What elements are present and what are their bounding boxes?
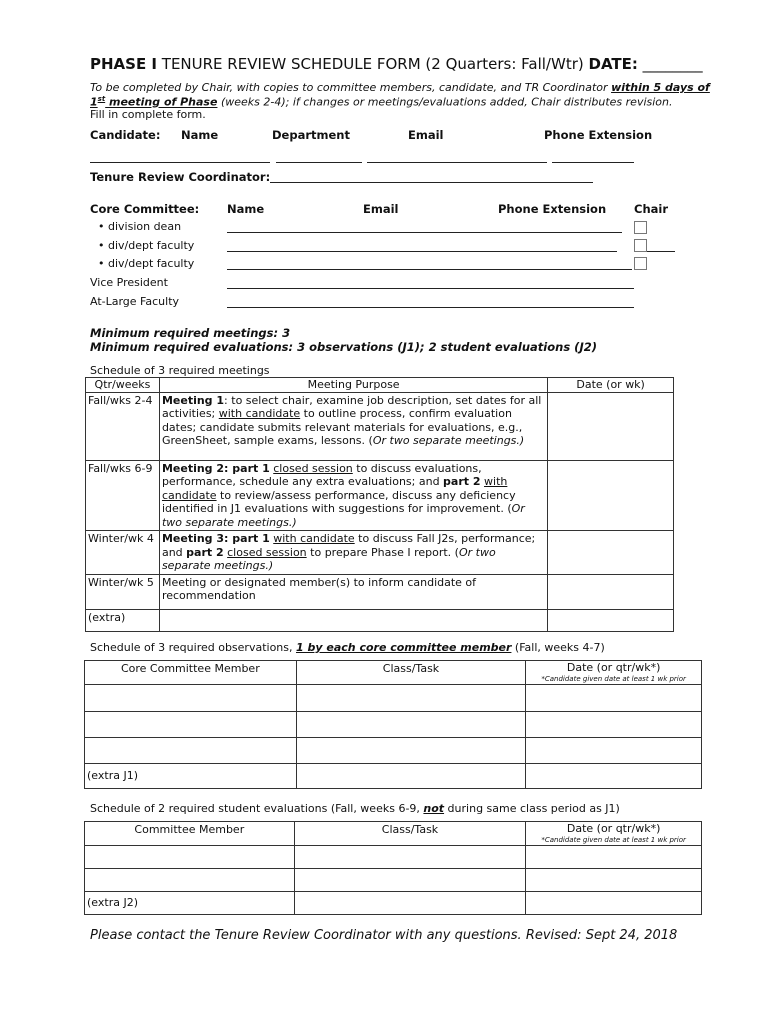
meeting-3-text: to discuss Fall J2s, performance; and <box>161 532 536 559</box>
student-evals-table <box>84 821 702 915</box>
meeting-extra-date[interactable] <box>548 609 674 631</box>
meeting-extra-purpose[interactable] <box>159 609 547 631</box>
student-eval-extra-label: (extra J2) <box>85 892 295 915</box>
candidate-department-field[interactable] <box>276 162 362 163</box>
observations-caption-text: Schedule of 3 required observations, <box>90 641 297 654</box>
student-evals-header-class: Class/Task <box>294 822 526 846</box>
meeting-3-part2-label: part 2 <box>186 545 224 559</box>
core-email-header: Email <box>363 202 399 216</box>
meeting-1-purpose <box>159 392 547 460</box>
meeting-1-with-candidate: with candidate <box>218 407 301 420</box>
observation-class[interactable] <box>296 685 526 712</box>
student-evals-header-date <box>526 822 702 846</box>
core-dean-field[interactable] <box>227 232 622 233</box>
meeting-2-purpose <box>159 460 547 531</box>
title-date-blank: ________ <box>642 55 703 73</box>
instructions-num: 1 <box>90 95 98 109</box>
observation-member[interactable] <box>85 712 297 738</box>
student-eval-member[interactable] <box>85 846 295 869</box>
meeting-3-date[interactable] <box>548 531 674 575</box>
meeting-3-closed-session: closed session <box>227 545 307 559</box>
candidate-phone-header: Phone Extension <box>544 128 653 142</box>
coordinator-field[interactable] <box>270 182 593 183</box>
title-date-label: DATE: <box>588 55 638 73</box>
meeting-1-label: Meeting 1 <box>161 393 225 407</box>
observation-date[interactable] <box>526 764 702 789</box>
meeting-1-date[interactable] <box>548 392 674 460</box>
candidate-department-header: Department <box>272 128 350 142</box>
candidate-label: Candidate: <box>90 128 161 142</box>
core-row-faculty-2: • div/dept faculty <box>98 257 195 270</box>
instructions-deadline: within 5 days of <box>611 81 710 94</box>
title-text: TENURE REVIEW SCHEDULE FORM (2 Quarters: Fall/Wtr) <box>157 55 589 73</box>
observation-date[interactable] <box>526 685 702 712</box>
meeting-2-with-candidate: with candidate <box>161 475 508 502</box>
meeting-2-part2-label: part 2 <box>443 475 481 488</box>
observation-date[interactable] <box>526 738 702 764</box>
student-evals-caption-emphasis: not <box>423 802 445 815</box>
meetings-header-date: Date (or wk) <box>548 378 674 393</box>
observations-header-class: Class/Task <box>296 661 526 685</box>
footer-note: Please contact the Tenure Review Coordinator with any questions. Revised: Sept 24, 2018 <box>90 928 678 943</box>
meeting-2-text2: to review/assess performance, discuss any deficiency identified in J1 evaluations with suggestions for improvement. ( <box>161 488 516 515</box>
core-faculty1-field[interactable] <box>227 251 617 252</box>
core-name-header: Name <box>227 202 265 216</box>
meetings-caption: Schedule of 3 required meetings <box>90 364 270 377</box>
student-eval-date[interactable] <box>526 846 702 869</box>
meeting-3-text2: to prepare Phase I report. ( <box>306 545 459 559</box>
observation-class[interactable] <box>296 712 526 738</box>
meeting-1-text2: to outline process, confirm evaluation dates; candidate submits relevant materials for evaluations, e.g., GreenSheet, sample exams, lessons. ( <box>161 407 523 447</box>
meetings-table <box>85 377 674 632</box>
meeting-2-part1-label: Meeting 2: part 1 <box>161 461 270 475</box>
student-eval-date[interactable] <box>526 869 702 892</box>
coordinator-label: Tenure Review Coordinator: <box>90 170 271 184</box>
meeting-1-note: Or two separate meetings.) <box>372 434 525 447</box>
observations-caption-emphasis: 1 by each core committee member <box>296 641 512 654</box>
core-phone-header: Phone Extension <box>498 202 607 216</box>
meeting-2-closed-session: closed session <box>273 461 353 475</box>
candidate-email-header: Email <box>408 128 444 142</box>
observation-extra-label: (extra J1) <box>85 764 297 789</box>
meeting-qtr-cell: Winter/wk 5 <box>86 574 160 609</box>
observation-class[interactable] <box>296 764 526 789</box>
candidate-name-header: Name <box>181 128 219 142</box>
student-evals-header-member: Committee Member <box>85 822 295 846</box>
meeting-qtr-cell: (extra) <box>86 609 160 631</box>
student-evals-note: *Candidate given date at least 1 wk prior <box>541 835 686 844</box>
min-evaluations: Minimum required evaluations: 3 observations (J1); 2 student evaluations (J2) <box>90 340 597 354</box>
meeting-2-date[interactable] <box>548 460 674 531</box>
observations-header-member: Core Committee Member <box>85 661 297 685</box>
student-eval-date[interactable] <box>526 892 702 915</box>
meeting-1-text: : to select chair, examine job description, set dates for all activities; <box>161 393 542 420</box>
student-evals-caption <box>90 802 620 815</box>
observations-table <box>84 660 702 789</box>
meeting-4-date[interactable] <box>548 574 674 609</box>
observation-date[interactable] <box>526 712 702 738</box>
meeting-qtr-cell: Fall/wks 2-4 <box>86 392 160 460</box>
meeting-qtr-cell: Winter/wk 4 <box>86 531 160 575</box>
meetings-header-purpose: Meeting Purpose <box>159 378 547 393</box>
instructions-text: To be completed by Chair, with copies to committee members, candidate, and TR Coordinator <box>90 81 612 94</box>
instructions-line3: Fill in complete form. <box>90 108 206 121</box>
meeting-3-note: Or two separate meetings.) <box>161 545 496 572</box>
meeting-2-text: to discuss evaluations, performance, schedule any extra evaluations; and <box>161 461 482 488</box>
candidate-phone-field[interactable] <box>552 162 634 163</box>
core-row-at-large: At-Large Faculty <box>90 295 180 308</box>
title-phase: PHASE I <box>90 55 158 73</box>
student-eval-class[interactable] <box>294 869 526 892</box>
meeting-4-purpose: Meeting or designated member(s) to inform candidate of recommendation <box>159 574 547 609</box>
chair-checkbox-dean[interactable] <box>634 221 647 234</box>
student-evals-caption-rest: during same class period as J1) <box>444 802 620 815</box>
core-row-vice-president: Vice President <box>90 276 168 289</box>
observations-caption-weeks: (Fall, weeks 4-7) <box>511 641 605 654</box>
candidate-name-field[interactable] <box>90 162 270 163</box>
meeting-2-note: Or two separate meetings.) <box>161 502 525 529</box>
observation-class[interactable] <box>296 738 526 764</box>
core-committee-label: Core Committee: <box>90 202 200 216</box>
core-vp-field[interactable] <box>227 288 634 289</box>
observations-date-label: Date (or qtr/wk*) <box>566 661 661 674</box>
meeting-3-with-candidate: with candidate <box>273 532 355 545</box>
meeting-3-purpose <box>159 531 547 575</box>
instructions-line2 <box>90 95 673 109</box>
observations-caption <box>90 641 605 654</box>
core-faculty1-chair-line <box>647 251 675 252</box>
core-row-faculty-1: • div/dept faculty <box>98 239 195 252</box>
student-eval-class[interactable] <box>294 892 526 915</box>
candidate-email-field[interactable] <box>367 162 547 163</box>
meetings-header-qtr: Qtr/weeks <box>86 378 160 393</box>
core-row-division-dean: • division dean <box>98 220 182 233</box>
core-chair-header: Chair <box>634 202 669 216</box>
instructions-line1 <box>90 81 710 94</box>
observations-header-date <box>526 661 702 685</box>
core-faculty2-field[interactable] <box>227 269 632 270</box>
meeting-qtr-cell: Fall/wks 6-9 <box>86 460 160 531</box>
meeting-3-part1-label: Meeting 3: part 1 <box>161 532 270 545</box>
observation-member[interactable] <box>85 738 297 764</box>
instructions-meeting: meeting of Phase <box>105 95 218 109</box>
chair-checkbox-faculty1[interactable] <box>634 239 647 252</box>
instructions-rest: (weeks 2-4); if changes or meetings/evaluations added, Chair distributes revision. <box>217 95 673 109</box>
page-title <box>90 55 703 73</box>
student-eval-class[interactable] <box>294 846 526 869</box>
student-evals-date-label: Date (or qtr/wk*) <box>566 822 661 835</box>
core-at-large-field[interactable] <box>227 307 634 308</box>
student-evals-caption-text: Schedule of 2 required student evaluations (Fall, weeks 6-9, <box>90 802 424 815</box>
min-meetings: Minimum required meetings: 3 <box>90 326 291 340</box>
observations-note: *Candidate given date at least 1 wk prior <box>541 674 686 683</box>
student-eval-member[interactable] <box>85 869 295 892</box>
observation-member[interactable] <box>85 685 297 712</box>
instructions-sup: st <box>97 95 106 103</box>
chair-checkbox-faculty2[interactable] <box>634 257 647 270</box>
